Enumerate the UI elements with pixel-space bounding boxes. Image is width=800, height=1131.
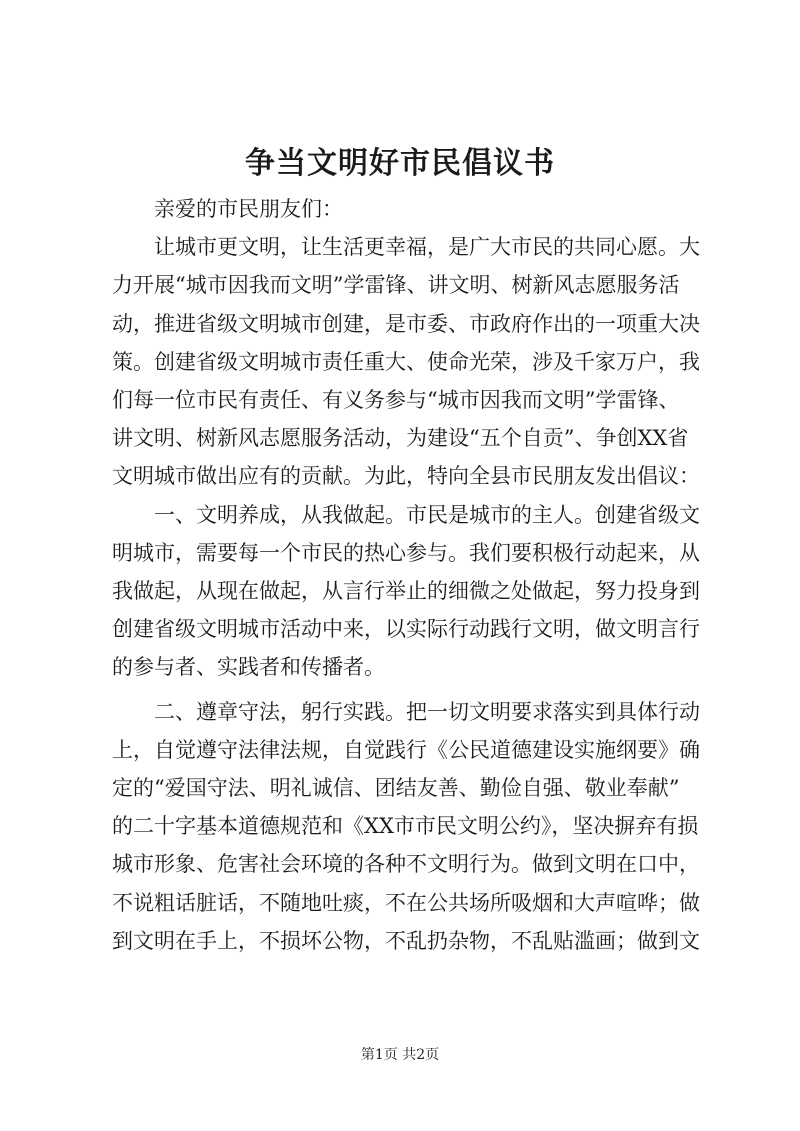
- paragraph-line: 创建省级文明城市活动中来，以实际行动践行文明，做文明言行: [112, 617, 700, 642]
- paragraph-line: 城市形象、危害社会环境的各种不文明行为。做到文明在口中，: [112, 852, 700, 877]
- document-title: 争当文明好市民倡议书: [245, 146, 555, 181]
- paragraph-line: 力开展“城市因我而文明”学雷锋、讲文明、树新风志愿服务活: [112, 273, 680, 298]
- paragraph-line: 们每一位市民有责任、有义务参与“城市因我而文明”学雷锋、: [112, 388, 680, 413]
- paragraph-3: [112, 693, 700, 960]
- paragraph-line: 上，自觉遵守法律法规，自觉践行《公民道德建设实施纲要》确: [112, 737, 700, 762]
- paragraph-1: [112, 228, 700, 495]
- paragraph-line: 动，推进省级文明城市创建，是市委、市政府作出的一项重大决: [112, 311, 700, 336]
- paragraph-line: 的二十字基本道德规范和《XX市市民文明公约》，坚决摒弃有损: [112, 814, 699, 839]
- paragraph-line: 让城市更文明，让生活更幸福，是广大市民的共同心愿。大: [154, 235, 700, 260]
- paragraph-line: 一、文明养成，从我做起。市民是城市的主人。创建省级文: [154, 502, 700, 527]
- paragraph-line: 讲文明、树新风志愿服务活动，为建设“五个自贡”、争创XX省: [112, 426, 689, 451]
- paragraph-line: 定的“爱国守法、明礼诚信、团结友善、勤俭自强、敬业奉献”: [112, 776, 680, 801]
- page-footer: 第1页 共2页: [360, 1047, 440, 1063]
- paragraph-line: 的参与者、实践者和传播者。: [112, 655, 385, 680]
- paragraph-line: 明城市，需要每一个市民的热心参与。我们要积极行动起来，从: [112, 540, 700, 565]
- paragraph-line: 二、遵章守法，躬行实践。把一切文明要求落实到具体行动: [154, 699, 700, 724]
- paragraph-line: 策。创建省级文明城市责任重大、使命光荣，涉及千家万户，我: [112, 349, 700, 374]
- document-body: [112, 190, 700, 960]
- paragraph-line: 我做起，从现在做起，从言行举止的细微之处做起，努力投身到: [112, 579, 700, 604]
- paragraph-line: 文明城市做出应有的贡献。为此，特向全县市民朋友发出倡议：: [112, 464, 700, 489]
- paragraph-line: 不说粗话脏话，不随地吐痰，不在公共场所吸烟和大声喧哗；做: [112, 890, 700, 915]
- paragraph-line: 到文明在手上，不损坏公物，不乱扔杂物，不乱贴滥画；做到文: [112, 928, 700, 953]
- paragraph-2: [112, 496, 700, 687]
- salutation: 亲爱的市民朋友们：: [154, 197, 343, 221]
